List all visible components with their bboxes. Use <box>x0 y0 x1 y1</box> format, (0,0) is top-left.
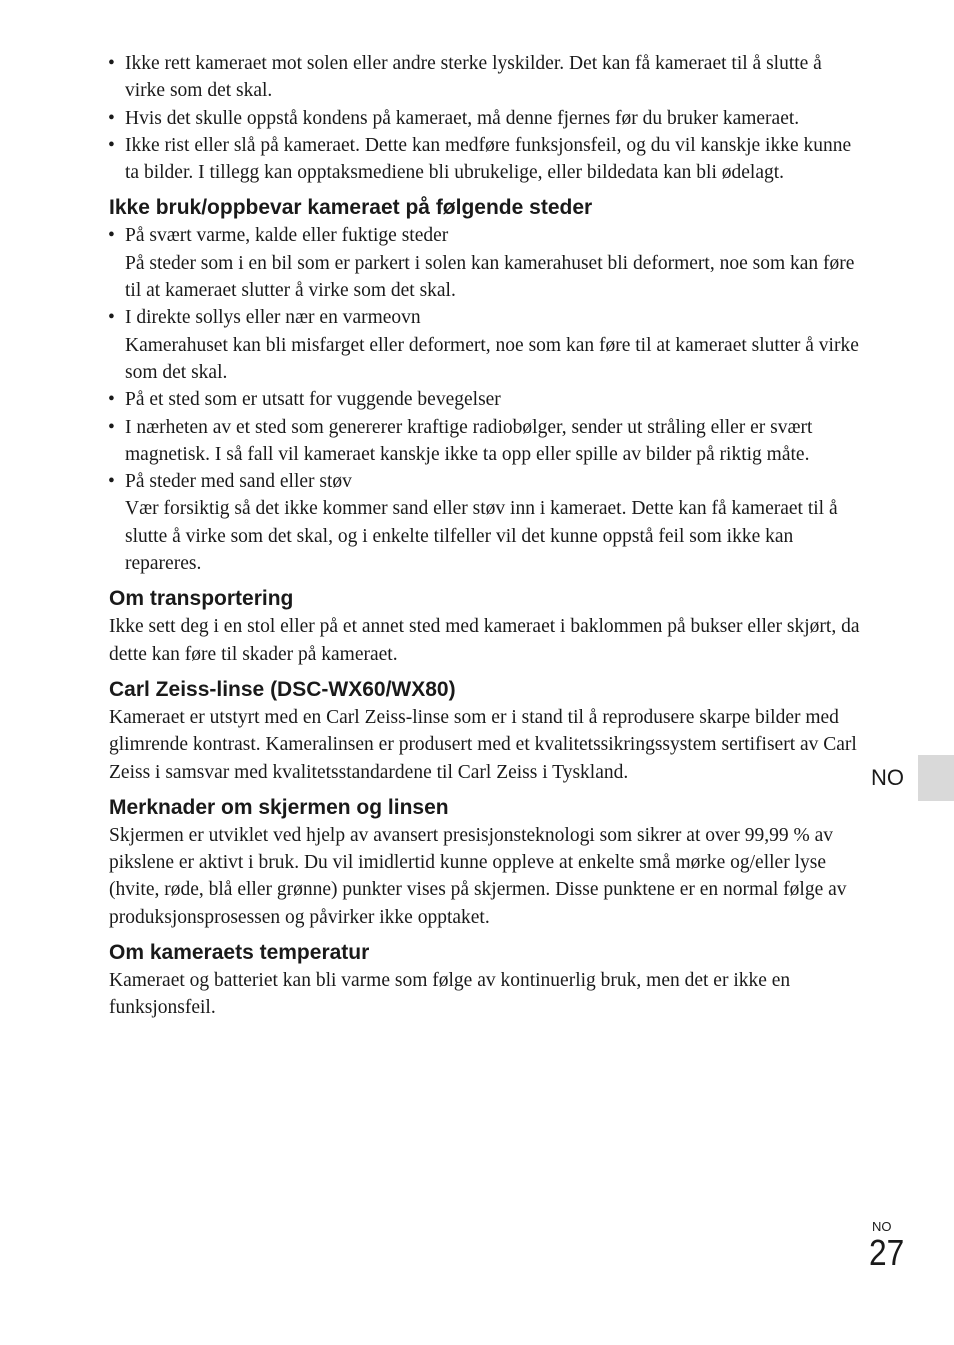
list-item-title: • På steder med sand eller støv <box>125 471 352 493</box>
section-body-temperature: Kameraet og batteriet kan bli varme som følge av kontinuerlig bruk, men det er ikke en funksjonsfeil. <box>109 970 791 1019</box>
intro-bullet-list <box>109 50 861 186</box>
list-item-title: • På et sted som er utsatt for vuggende bevegelser <box>125 389 501 411</box>
list-item-title: • På svært varme, kalde eller fuktige steder <box>125 225 449 247</box>
section-heading-transport: Om transportering <box>109 587 294 611</box>
page-language-code: NO <box>872 1219 892 1234</box>
section-body-transport: Ikke sett deg i en stol eller på et annet sted med kameraet i baklommen på bukser eller skjørt, da dette kan føre til skader på kameraet. <box>109 616 860 665</box>
list-item-detail: Kamerahuset kan bli misfarget eller deformert, noe som kan føre til at kameraet slutter å virke som det skal. <box>125 334 859 383</box>
section-heading-lens: Carl Zeiss-linse (DSC-WX60/WX80) <box>109 677 456 701</box>
section-heading-places: Ikke bruk/oppbevar kameraet på følgende steder <box>109 196 593 220</box>
list-item: • Hvis det skulle oppstå kondens på kameraet, må denne fjernes før du bruker kameraet. <box>109 105 861 132</box>
language-side-label: NO <box>871 765 904 790</box>
section-heading-temperature: Om kameraets temperatur <box>109 941 370 965</box>
list-item <box>109 304 861 386</box>
list-item-detail: Vær forsiktig så det ikke kommer sand eller støv inn i kameraet. Dette kan få kameraet til å slutte å virke som det skal, og i enkelte tilfeller vil det kunne oppstå feil som ikke kan repareres. <box>125 498 838 575</box>
list-item-detail: På steder som i en bil som er parkert i solen kan kamerahuset bli deformert, noe som kan føre til at kameraet slutter å virke som det skal. <box>125 252 855 302</box>
section-body-screen: Skjermen er utviklet ved hjelp av avansert presisjonsteknologi som sikrer at over 99,99 % av pikslene er aktivt i bruk. Du vil imidlertid kunne oppleve at enkelte små mørke og/eller lyse (hvite, røde, blå eller grønne) punkter vises på skjermen. Disse punktene er en normal følge av produksjonsprosessen og påvirker ikke opptaket. <box>109 824 847 928</box>
list-item <box>109 222 861 304</box>
page-number: 27 <box>869 1232 905 1273</box>
list-item <box>109 414 861 469</box>
list-item-title: • I nærheten av et sted som genererer kraftige radiobølger, sender ut stråling eller er svært magnetisk. I så fall vil kameraet kanskje ikke ta opp eller spille av bilder på riktig måte. <box>125 416 813 465</box>
list-item: • Ikke rett kameraet mot solen eller andre sterke lyskilder. Det kan få kameraet til å slutte å virke som det skal. <box>109 50 861 105</box>
page-content <box>109 50 861 1022</box>
list-item <box>109 468 861 577</box>
places-bullet-list <box>109 222 861 577</box>
section-body-lens: Kameraet er utstyrt med en Carl Zeiss-linse som er i stand til å reprodusere skarpe bilder med glimrende kontrast. Kameralinsen er produsert med et kvalitetssikringssystem sertifisert av Carl Zeiss i samsvar med kvalitetsstandardene til Carl Zeiss i Tyskland. <box>109 706 857 783</box>
section-heading-screen: Merknader om skjermen og linsen <box>109 795 449 819</box>
list-item <box>109 386 861 413</box>
list-item: • Ikke rist eller slå på kameraet. Dette kan medføre funksjonsfeil, og du vil kanskje ikke kunne ta bilder. I tillegg kan opptaksmediene bli ubrukelige, eller bildedata kan bli ødelagt. <box>109 132 861 187</box>
list-item-title: • I direkte sollys eller nær en varmeovn <box>125 307 421 329</box>
language-side-tab <box>918 755 954 801</box>
